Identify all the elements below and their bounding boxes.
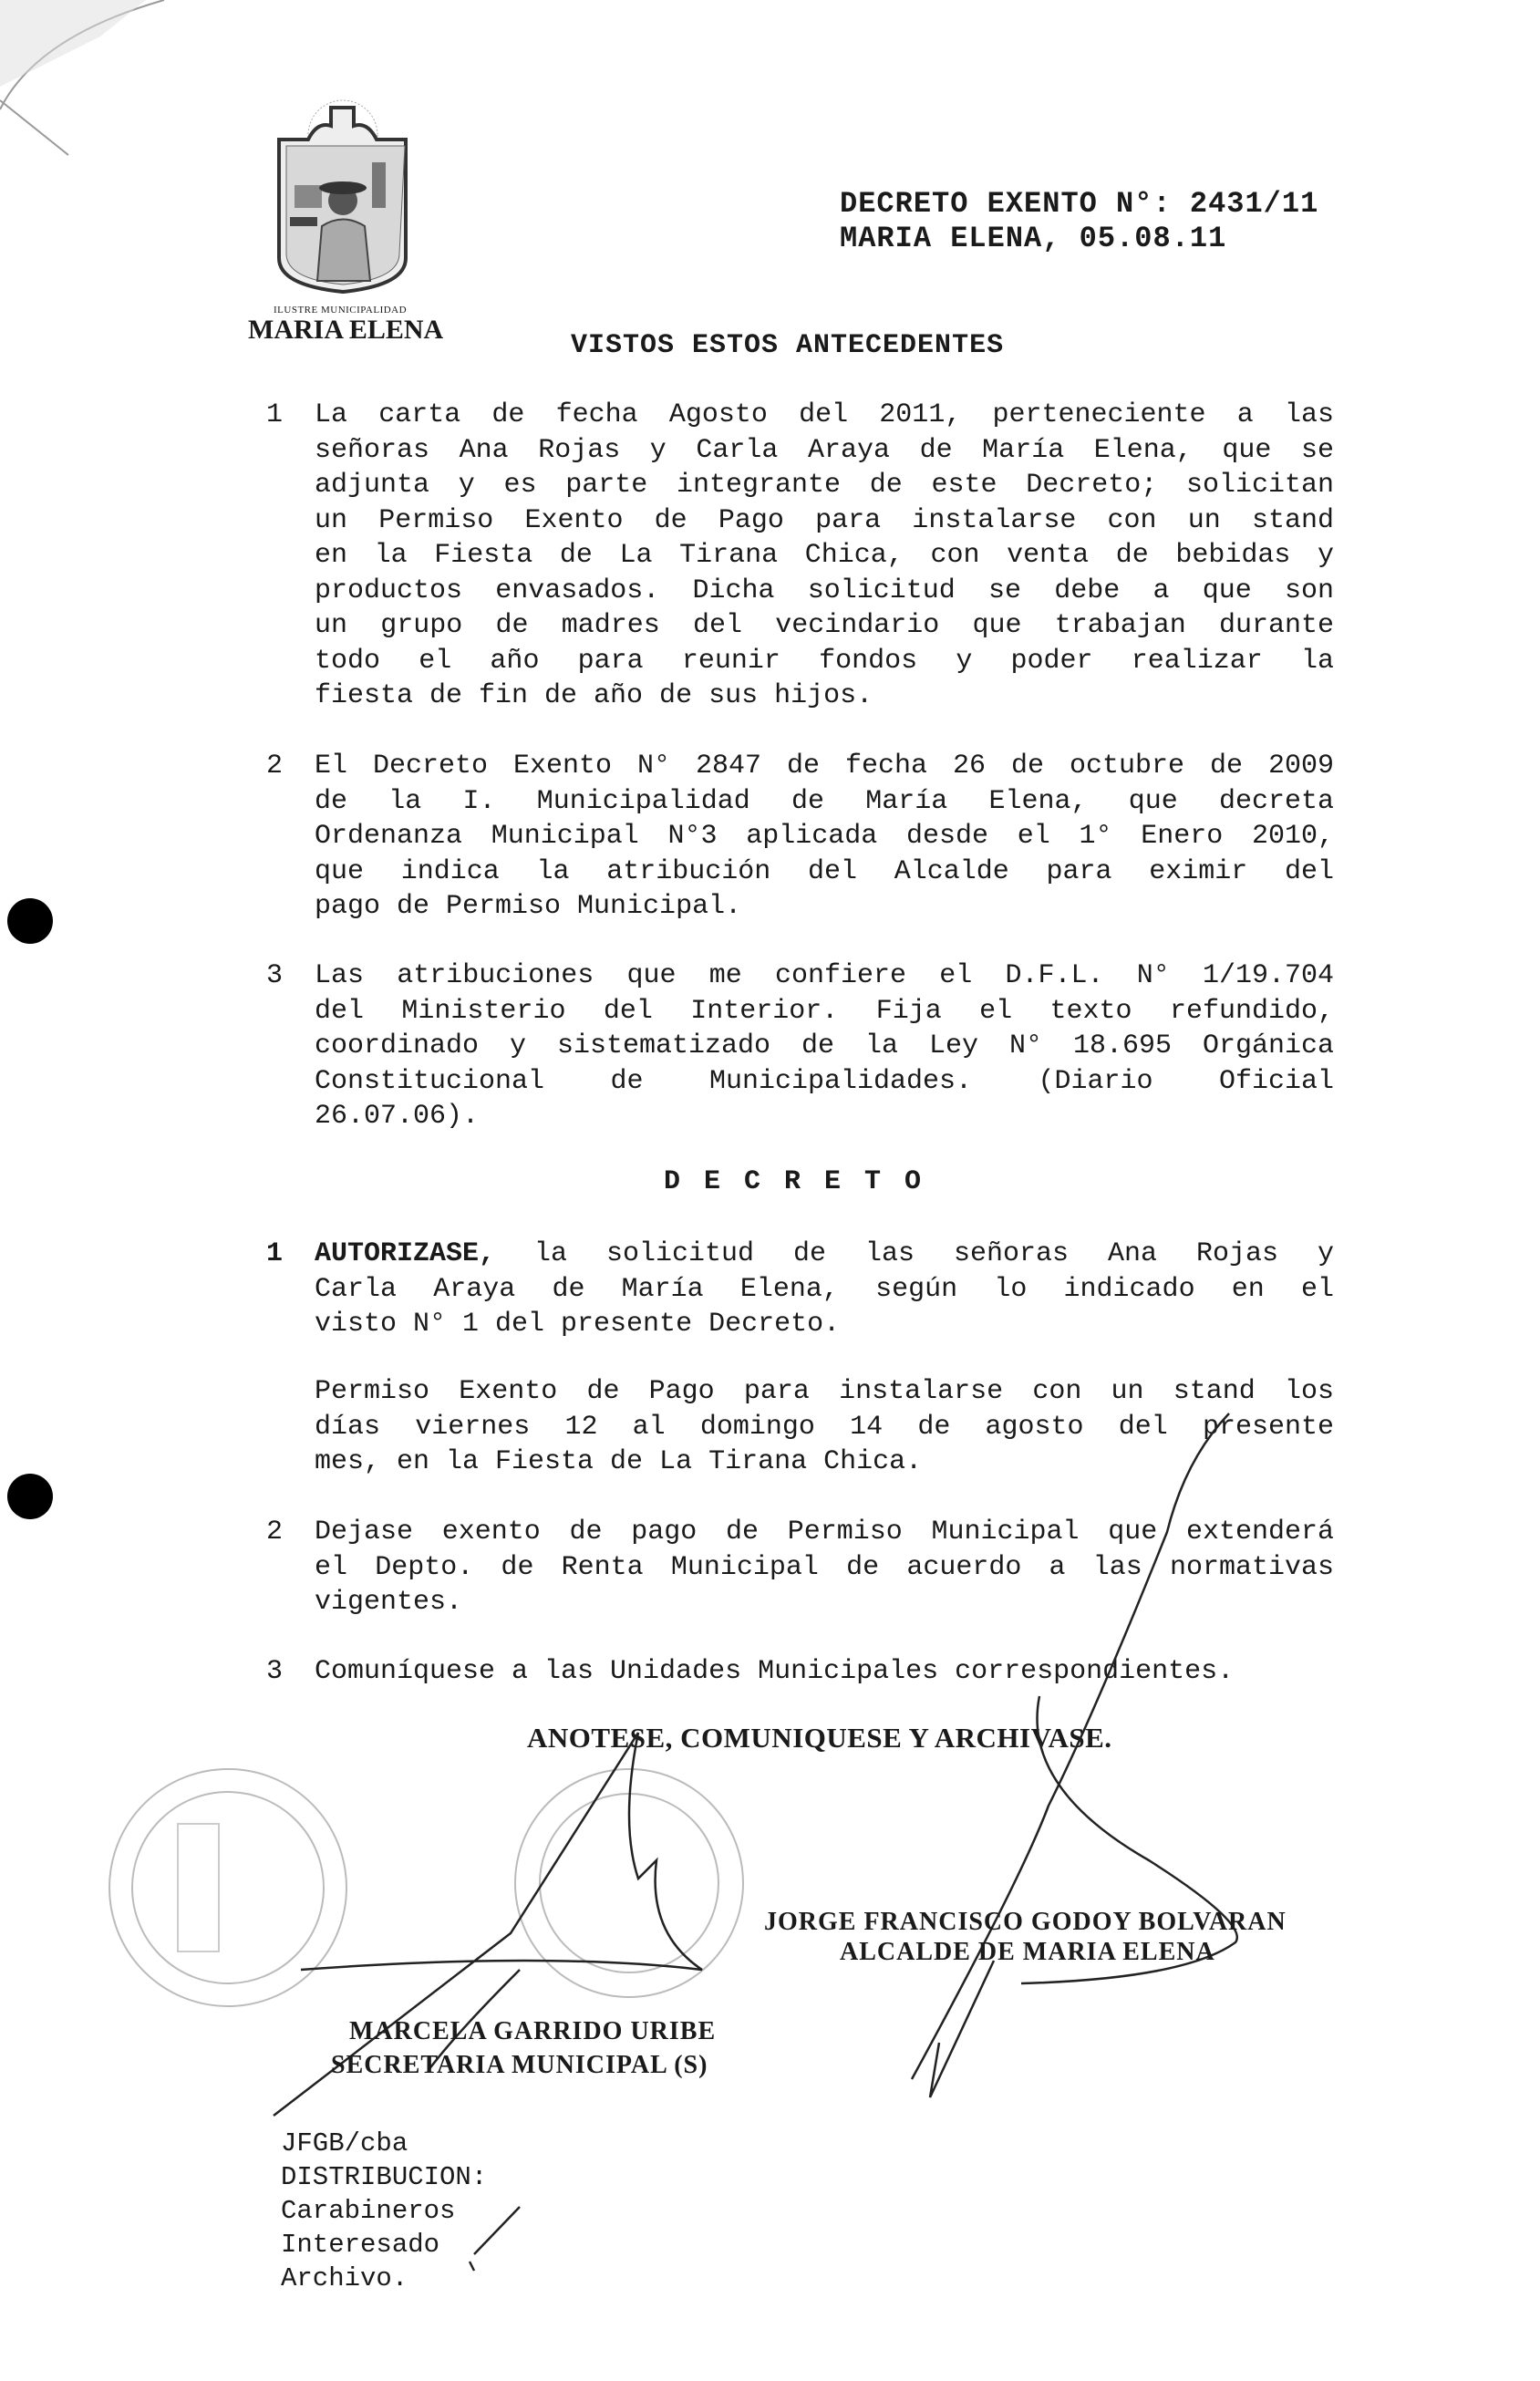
item-number: 3	[266, 960, 284, 991]
text-line: Permiso Exento de Pago para instalarse con un stand los	[315, 1376, 1334, 1407]
logo-subtitle: ILUSTRE MUNICIPALIDAD	[274, 305, 408, 316]
punch-hole	[7, 1474, 53, 1519]
closing-formula: ANOTESE, COMUNIQUESE Y ARCHIVASE.	[527, 1722, 1112, 1754]
mayor-title: ALCALDE DE MARIA ELENA	[840, 1938, 1215, 1966]
text-line: de la I. Municipalidad de María Elena, que decreta	[315, 785, 1334, 817]
distribution-item: Carabineros	[281, 2196, 456, 2226]
text-line: coordinado y sistematizado de la Ley N° 18.695 Orgánica	[315, 1030, 1334, 1061]
text-line: pago de Permiso Municipal.	[315, 891, 742, 922]
text-line: el Depto. de Renta Municipal de acuerdo a las normativas	[315, 1551, 1334, 1583]
punch-hole	[7, 898, 53, 944]
text-line: Las atribuciones que me confiere el D.F.L. N° 1/19.704	[315, 960, 1334, 991]
text-line: La carta de fecha Agosto del 2011, perteneciente a las	[315, 399, 1334, 430]
text-line: del Ministerio del Interior. Fija el texto refundido,	[315, 995, 1334, 1027]
text-line: Ordenanza Municipal N°3 aplicada desde el 1° Enero 2010,	[315, 821, 1334, 852]
text-line: Comuníquese a las Unidades Municipales correspondientes.	[315, 1656, 1235, 1687]
decreto-title: D E C R E T O	[664, 1166, 925, 1197]
text-line: todo el año para reunir fondos y poder realizar la	[315, 645, 1334, 677]
decree-number: DECRETO EXENTO N°: 2431/11	[840, 187, 1319, 221]
text-line: en la Fiesta de La Tirana Chica, con venta de bebidas y	[315, 540, 1334, 571]
distribution-label: DISTRIBUCION:	[281, 2162, 488, 2192]
item-number: 2	[266, 1517, 284, 1548]
text-line: Dejase exento de pago de Permiso Municipal que extenderá	[315, 1517, 1334, 1548]
text-line: Carla Araya de María Elena, según lo indicado en el	[315, 1273, 1334, 1305]
text-line: 26.07.06).	[315, 1101, 480, 1132]
vistos-title: VISTOS ESTOS ANTECEDENTES	[571, 330, 1005, 361]
text-line: un grupo de madres del vecindario que trabajan durante	[315, 610, 1334, 641]
text-line: Constitucional de Municipalidades. (Diario Oficial	[315, 1065, 1334, 1097]
text-line: adjunta y es parte integrante de este Decreto; solicitan	[315, 470, 1334, 501]
text-line: días viernes 12 al domingo 14 de agosto del presente	[315, 1411, 1334, 1443]
item-number: 1	[266, 1238, 284, 1269]
initials: JFGB/cba	[281, 2128, 408, 2158]
text-line: vigentes.	[315, 1587, 463, 1618]
text-line: El Decreto Exento N° 2847 de fecha 26 de octubre de 2009	[315, 751, 1334, 782]
mayor-name: JORGE FRANCISCO GODOY BOLVARAN	[764, 1908, 1287, 1936]
item-number: 2	[266, 751, 284, 782]
text-line: un Permiso Exento de Pago para instalarse con un stand	[315, 504, 1334, 536]
text-line: señoras Ana Rojas y Carla Araya de María Elena, que se	[315, 434, 1334, 466]
secretary-title: SECRETARIA MUNICIPAL (S)	[331, 2051, 708, 2079]
secretary-name: MARCELA GARRIDO URIBE	[349, 2017, 717, 2045]
item-number: 3	[266, 1656, 284, 1687]
text-line: visto N° 1 del presente Decreto.	[315, 1309, 841, 1340]
logo-name: MARIA ELENA	[248, 315, 444, 345]
text-span: la solicitud de las señoras Ana Rojas y	[495, 1238, 1334, 1269]
bold-lead: AUTORIZASE,	[315, 1238, 496, 1269]
text-line: productos envasados. Dicha solicitud se debe a que son	[315, 575, 1334, 606]
place-date: MARIA ELENA, 05.08.11	[840, 222, 1227, 255]
text-line: fiesta de fin de año de sus hijos.	[315, 680, 873, 711]
text-line: mes, en la Fiesta de La Tirana Chica.	[315, 1446, 923, 1477]
distribution-item: Archivo.	[281, 2263, 408, 2293]
item-number: 1	[266, 399, 284, 430]
distribution-item: Interesado	[281, 2230, 440, 2260]
text-line: que indica la atribución del Alcalde para eximir del	[315, 855, 1334, 887]
